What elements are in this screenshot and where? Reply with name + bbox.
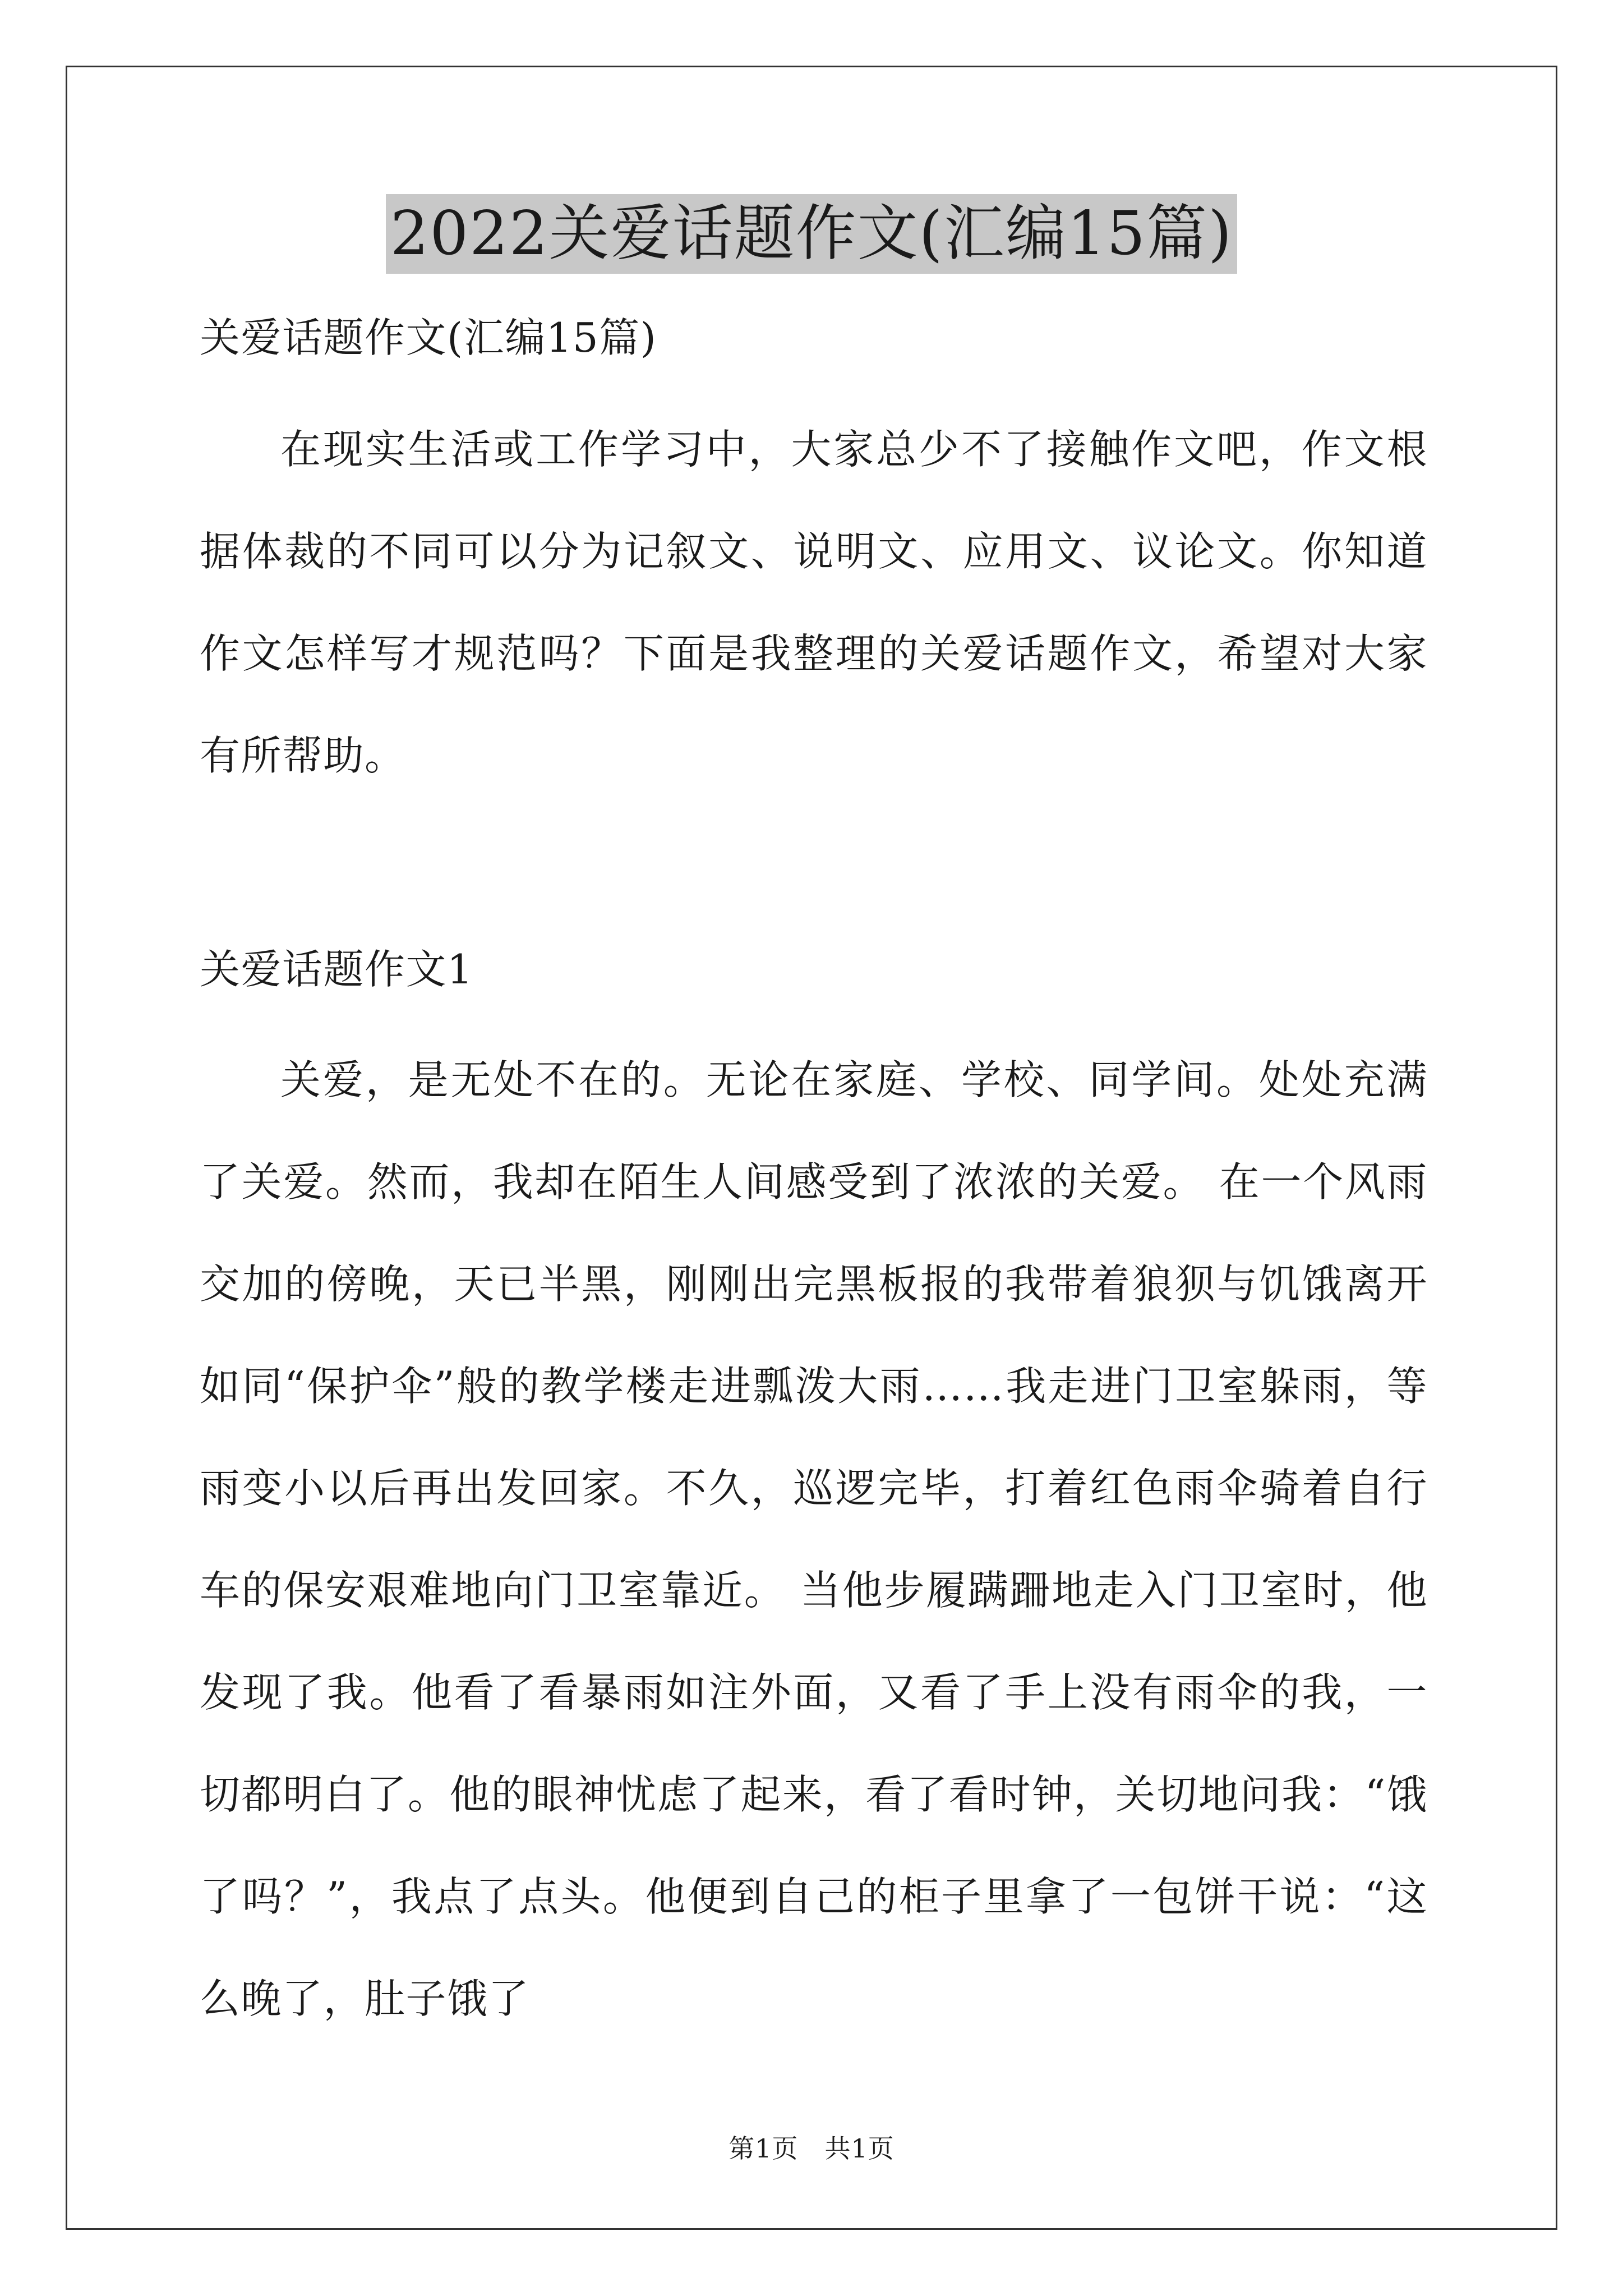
title-container	[0, 194, 1623, 274]
document-content	[200, 310, 1428, 2050]
total-pages: 共1页	[824, 2133, 895, 2164]
page-number: 第1页	[728, 2133, 799, 2164]
body-paragraph: 关爱，是无处不在的。无论在家庭、学校、同学间。处处充满了关爱。然而，我却在陌生人间感受到了浓浓的关爱。 在一个风雨交加的傍晚，天已半黑，刚刚出完黑板报的我带着狼狈与饥饿离开如同“保护伞”般的教学楼走进瓢泼大雨……我走进门卫室躲雨，等雨变小以后再出发回家。不久，巡逻完毕，打着红色雨伞骑着自行车的保安艰难地向门卫室靠近。 当他步履蹒跚地走入门卫室时，他发现了我。他看了看暴雨如注外面，又看了手上没有雨伞的我，一切都明白了。他的眼神忧虑了起来，看了看时钟，关切地问我：“饿了吗？”，我点了点头。他便到自己的柜子里拿了一包饼干说：“这么晚了，肚子饿了	[200, 1056, 1428, 2022]
section-heading: 关爱话题作文1	[200, 946, 474, 993]
document-subtitle: 关爱话题作文(汇编15篇)	[200, 314, 657, 361]
document-title: 2022关爱话题作文(汇编15篇)	[386, 194, 1238, 274]
intro-paragraph: 在现实生活或工作学习中，大家总少不了接触作文吧，作文根据体裁的不同可以分为记叙文、说明文、应用文、议论文。你知道作文怎样写才规范吗？下面是我整理的关爱话题作文，希望对大家有所帮助。	[200, 426, 1428, 779]
page-footer	[0, 2132, 1623, 2165]
